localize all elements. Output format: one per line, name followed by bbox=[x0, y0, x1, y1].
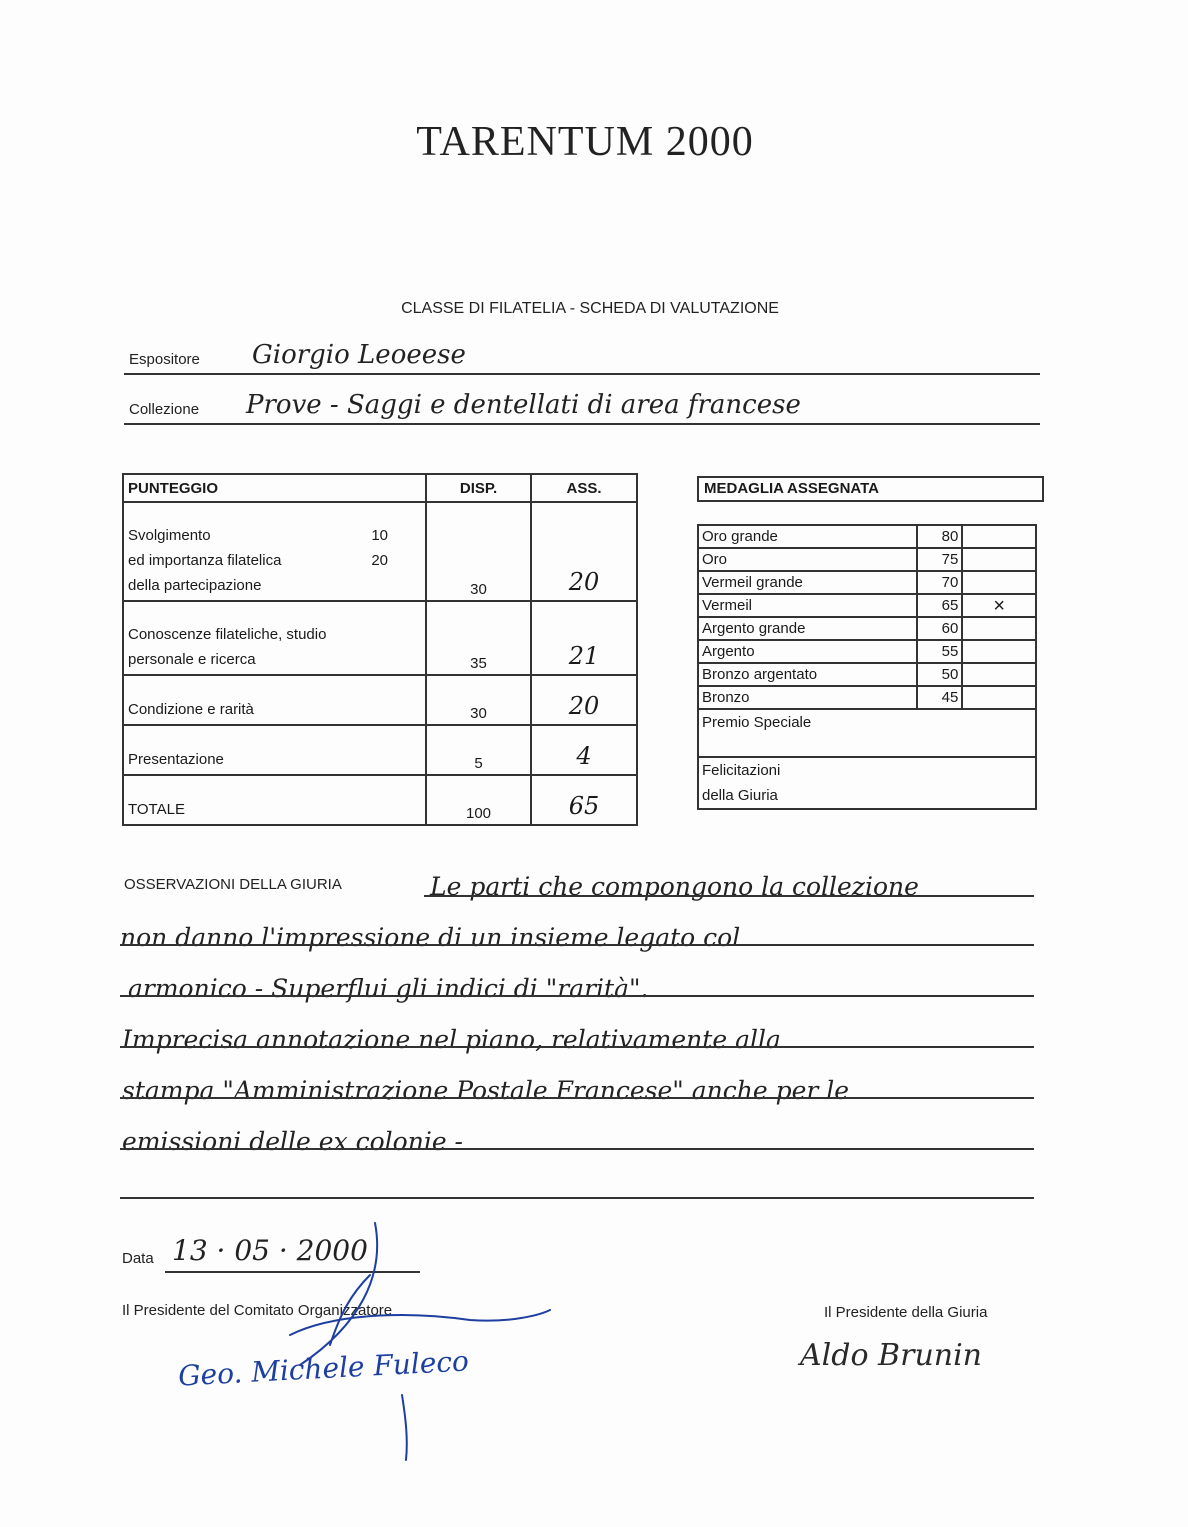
osservazioni-line: stampa "Amministrazione Postale Francese" anche per le bbox=[122, 1076, 850, 1105]
score-ass: 4 bbox=[531, 725, 637, 775]
ass-header: ASS. bbox=[531, 474, 637, 502]
score-table bbox=[122, 473, 638, 826]
collezione-value: Prove - Saggi e dentellati di area francese bbox=[246, 390, 801, 420]
medal-row: Vermeil grande 70 bbox=[698, 571, 1036, 594]
disp-header: DISP. bbox=[426, 474, 531, 502]
score-criteria: Svolgimento 10 ed importanza filatelica 20 della partecipazione bbox=[123, 502, 426, 601]
score-criteria: Presentazione bbox=[123, 725, 426, 775]
collezione-line bbox=[124, 423, 1040, 425]
osservazioni-line: Le parti che compongono la collezione bbox=[430, 872, 919, 901]
score-disp: 35 bbox=[426, 601, 531, 675]
ruled-line bbox=[120, 944, 1034, 946]
medal-row: Oro 75 bbox=[698, 548, 1036, 571]
espositore-line bbox=[124, 373, 1040, 375]
espositore-label: Espositore bbox=[129, 351, 200, 368]
felicitazioni-row: Felicitazioni della Giuria bbox=[698, 757, 1036, 809]
score-criteria: TOTALE bbox=[123, 775, 426, 825]
medal-row-assigned: Vermeil 65 × bbox=[698, 594, 1036, 617]
espositore-value: Giorgio Leoeese bbox=[252, 340, 466, 370]
data-label: Data bbox=[122, 1250, 154, 1267]
form-subtitle: CLASSE DI FILATELIA - SCHEDA DI VALUTAZIONE bbox=[401, 300, 779, 317]
ruled-line bbox=[120, 1046, 1034, 1048]
osservazioni-label: OSSERVAZIONI DELLA GIURIA bbox=[124, 876, 342, 893]
ruled-line bbox=[424, 895, 1034, 897]
medal-row: Bronzo 45 bbox=[698, 686, 1036, 709]
medal-row: Argento grande 60 bbox=[698, 617, 1036, 640]
ruled-line bbox=[120, 1097, 1034, 1099]
score-ass: 21 bbox=[531, 601, 637, 675]
medal-table bbox=[697, 524, 1037, 810]
sub-score: 10 bbox=[371, 527, 388, 544]
medal-row: Argento 55 bbox=[698, 640, 1036, 663]
score-disp: 5 bbox=[426, 725, 531, 775]
premio-speciale-row: Premio Speciale bbox=[698, 709, 1036, 757]
score-row bbox=[123, 502, 637, 601]
signature-scribble bbox=[170, 1215, 560, 1465]
presidente-giuria-label: Il Presidente della Giuria bbox=[824, 1304, 988, 1321]
score-disp: 30 bbox=[426, 675, 531, 725]
ruled-line bbox=[120, 995, 1034, 997]
signature-comitato: Geo. Michele Fuleco bbox=[177, 1344, 470, 1393]
osservazioni-line: emissioni delle ex colonie - bbox=[122, 1127, 464, 1156]
signature-giuria: Aldo Brunin bbox=[800, 1338, 983, 1373]
score-criteria: Condizione e rarità bbox=[123, 675, 426, 725]
medaglia-header: MEDAGLIA ASSEGNATA bbox=[697, 476, 1044, 502]
collezione-label: Collezione bbox=[129, 401, 200, 418]
osservazioni-line: non danno l'impressione di un insieme legato col bbox=[120, 923, 741, 952]
medal-row: Oro grande 80 bbox=[698, 525, 1036, 548]
score-header-row bbox=[123, 474, 637, 502]
ruled-line bbox=[120, 1148, 1034, 1150]
score-ass: 20 bbox=[531, 502, 637, 601]
score-row bbox=[123, 675, 637, 725]
osservazioni-line: armonico - Superflui gli indici di "rarità". bbox=[128, 974, 649, 1003]
score-ass: 20 bbox=[531, 675, 637, 725]
data-value: 13 · 05 · 2000 bbox=[172, 1234, 368, 1267]
score-ass: 65 bbox=[531, 775, 637, 825]
document-title: TARENTUM 2000 bbox=[416, 119, 754, 165]
score-criteria: Conoscenze filateliche, studio personale e ricerca bbox=[123, 601, 426, 675]
punteggio-header: PUNTEGGIO bbox=[123, 474, 426, 502]
score-disp: 100 bbox=[426, 775, 531, 825]
ruled-line bbox=[120, 1197, 1034, 1199]
presidente-comitato-label: Il Presidente del Comitato Organizzatore bbox=[122, 1302, 393, 1319]
osservazioni-line: Imprecisa annotazione nel piano, relativamente alla bbox=[122, 1025, 781, 1054]
score-row bbox=[123, 725, 637, 775]
assigned-mark: × bbox=[962, 594, 1036, 617]
sub-score: 20 bbox=[371, 552, 388, 569]
score-row bbox=[123, 601, 637, 675]
score-total-row bbox=[123, 775, 637, 825]
score-disp: 30 bbox=[426, 502, 531, 601]
medal-row: Bronzo argentato 50 bbox=[698, 663, 1036, 686]
